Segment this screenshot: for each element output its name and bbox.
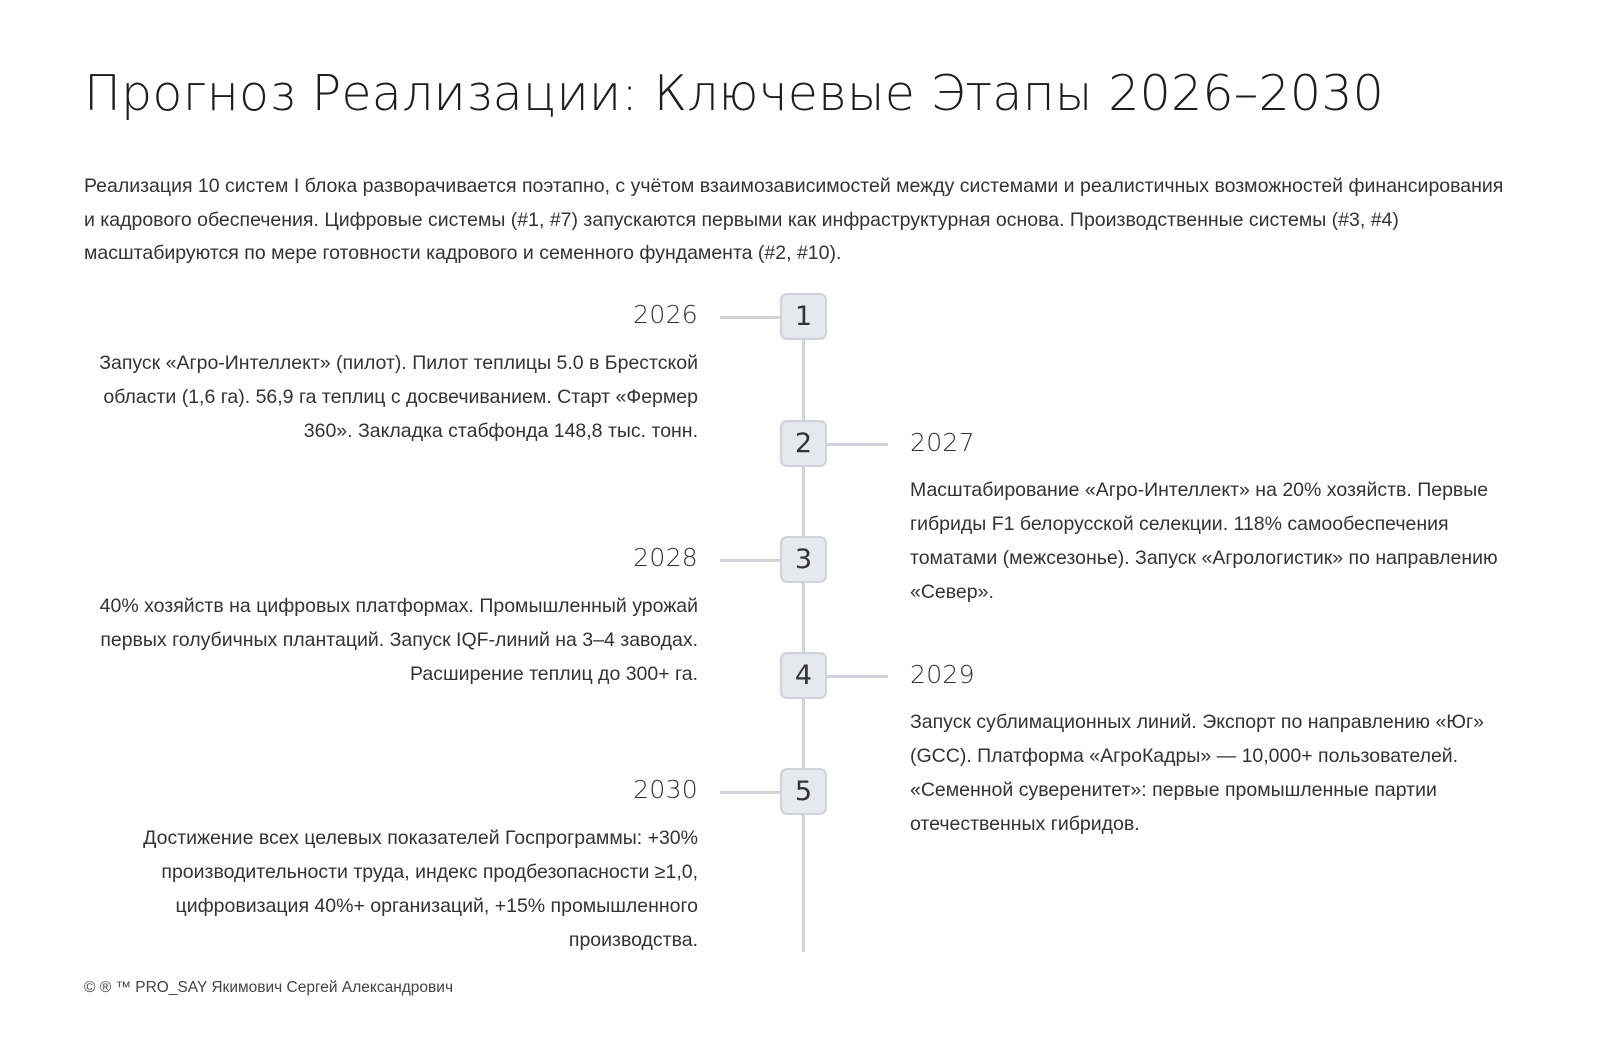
milestone-node: 4 [780,652,827,699]
milestone-year: 2026 [633,300,698,329]
milestone-description: 40% хозяйств на цифровых платформах. Промышленный урожай первых голубичных плантаций. Запуск IQF-линий на 3–4 заводах. Расширение теплиц до 300+ га. [99,595,698,685]
intro-paragraph: Реализация 10 систем I блока разворачивается поэтапно, с учётом взаимозависимостей между системами и реалистичных возможностей финансирования и кадрового обеспечения. Цифровые системы (#1, #7) запускаются первыми как инфраструктурная основа. Производственные системы (#3, #4) масштабируются по мере готовности кадрового и семенного фундамента (#2, #10). [84,175,1504,264]
milestone-year: 2029 [910,660,975,689]
milestone-year: 2027 [910,428,975,457]
milestone-year: 2028 [633,543,698,572]
connector-line [720,316,782,319]
milestone-year: 2030 [633,775,698,804]
milestone-description: Запуск сублимационных линий. Экспорт по направлению «Юг» (GCC). Платформа «АгроКадры» — 10,000+ пользователей. «Семенной суверенитет»: первые промышленные партии отечественных гибридов. [910,711,1484,835]
connector-line [720,559,782,562]
connector-line [720,791,782,794]
milestone-node: 3 [780,536,827,583]
connector-line [826,443,888,446]
milestone-description: Масштабирование «Агро-Интеллект» на 20% хозяйств. Первые гибриды F1 белорусской селекции. 118% самообеспечения томатами (межсезонье). Запуск «Агрологистик» по направлению «Север». [910,479,1498,603]
timeline-axis [802,312,805,952]
copyright-footer: © ® ™ PRO_SAY Якимович Сергей Александрович [84,979,454,996]
milestone-node: 2 [780,420,827,467]
milestone-node: 1 [780,293,827,340]
milestone-description: Достижение всех целевых показателей Госпрограммы: +30% производительности труда, индекс продбезопасности ≥1,0, цифровизация 40%+ организаций, +15% промышленного производства. [143,827,698,951]
milestone-node: 5 [780,768,827,815]
milestone-description: Запуск «Агро-Интеллект» (пилот). Пилот теплицы 5.0 в Брестской области (1,6 га). 56,9 га теплиц с досвечиванием. Старт «Фермер 360». Закладка стабфонда 148,8 тыс. тонн. [99,352,698,442]
connector-line [826,675,888,678]
page-title: Прогноз Реализации: Ключевые Этапы 2026–2030 [84,65,1385,122]
